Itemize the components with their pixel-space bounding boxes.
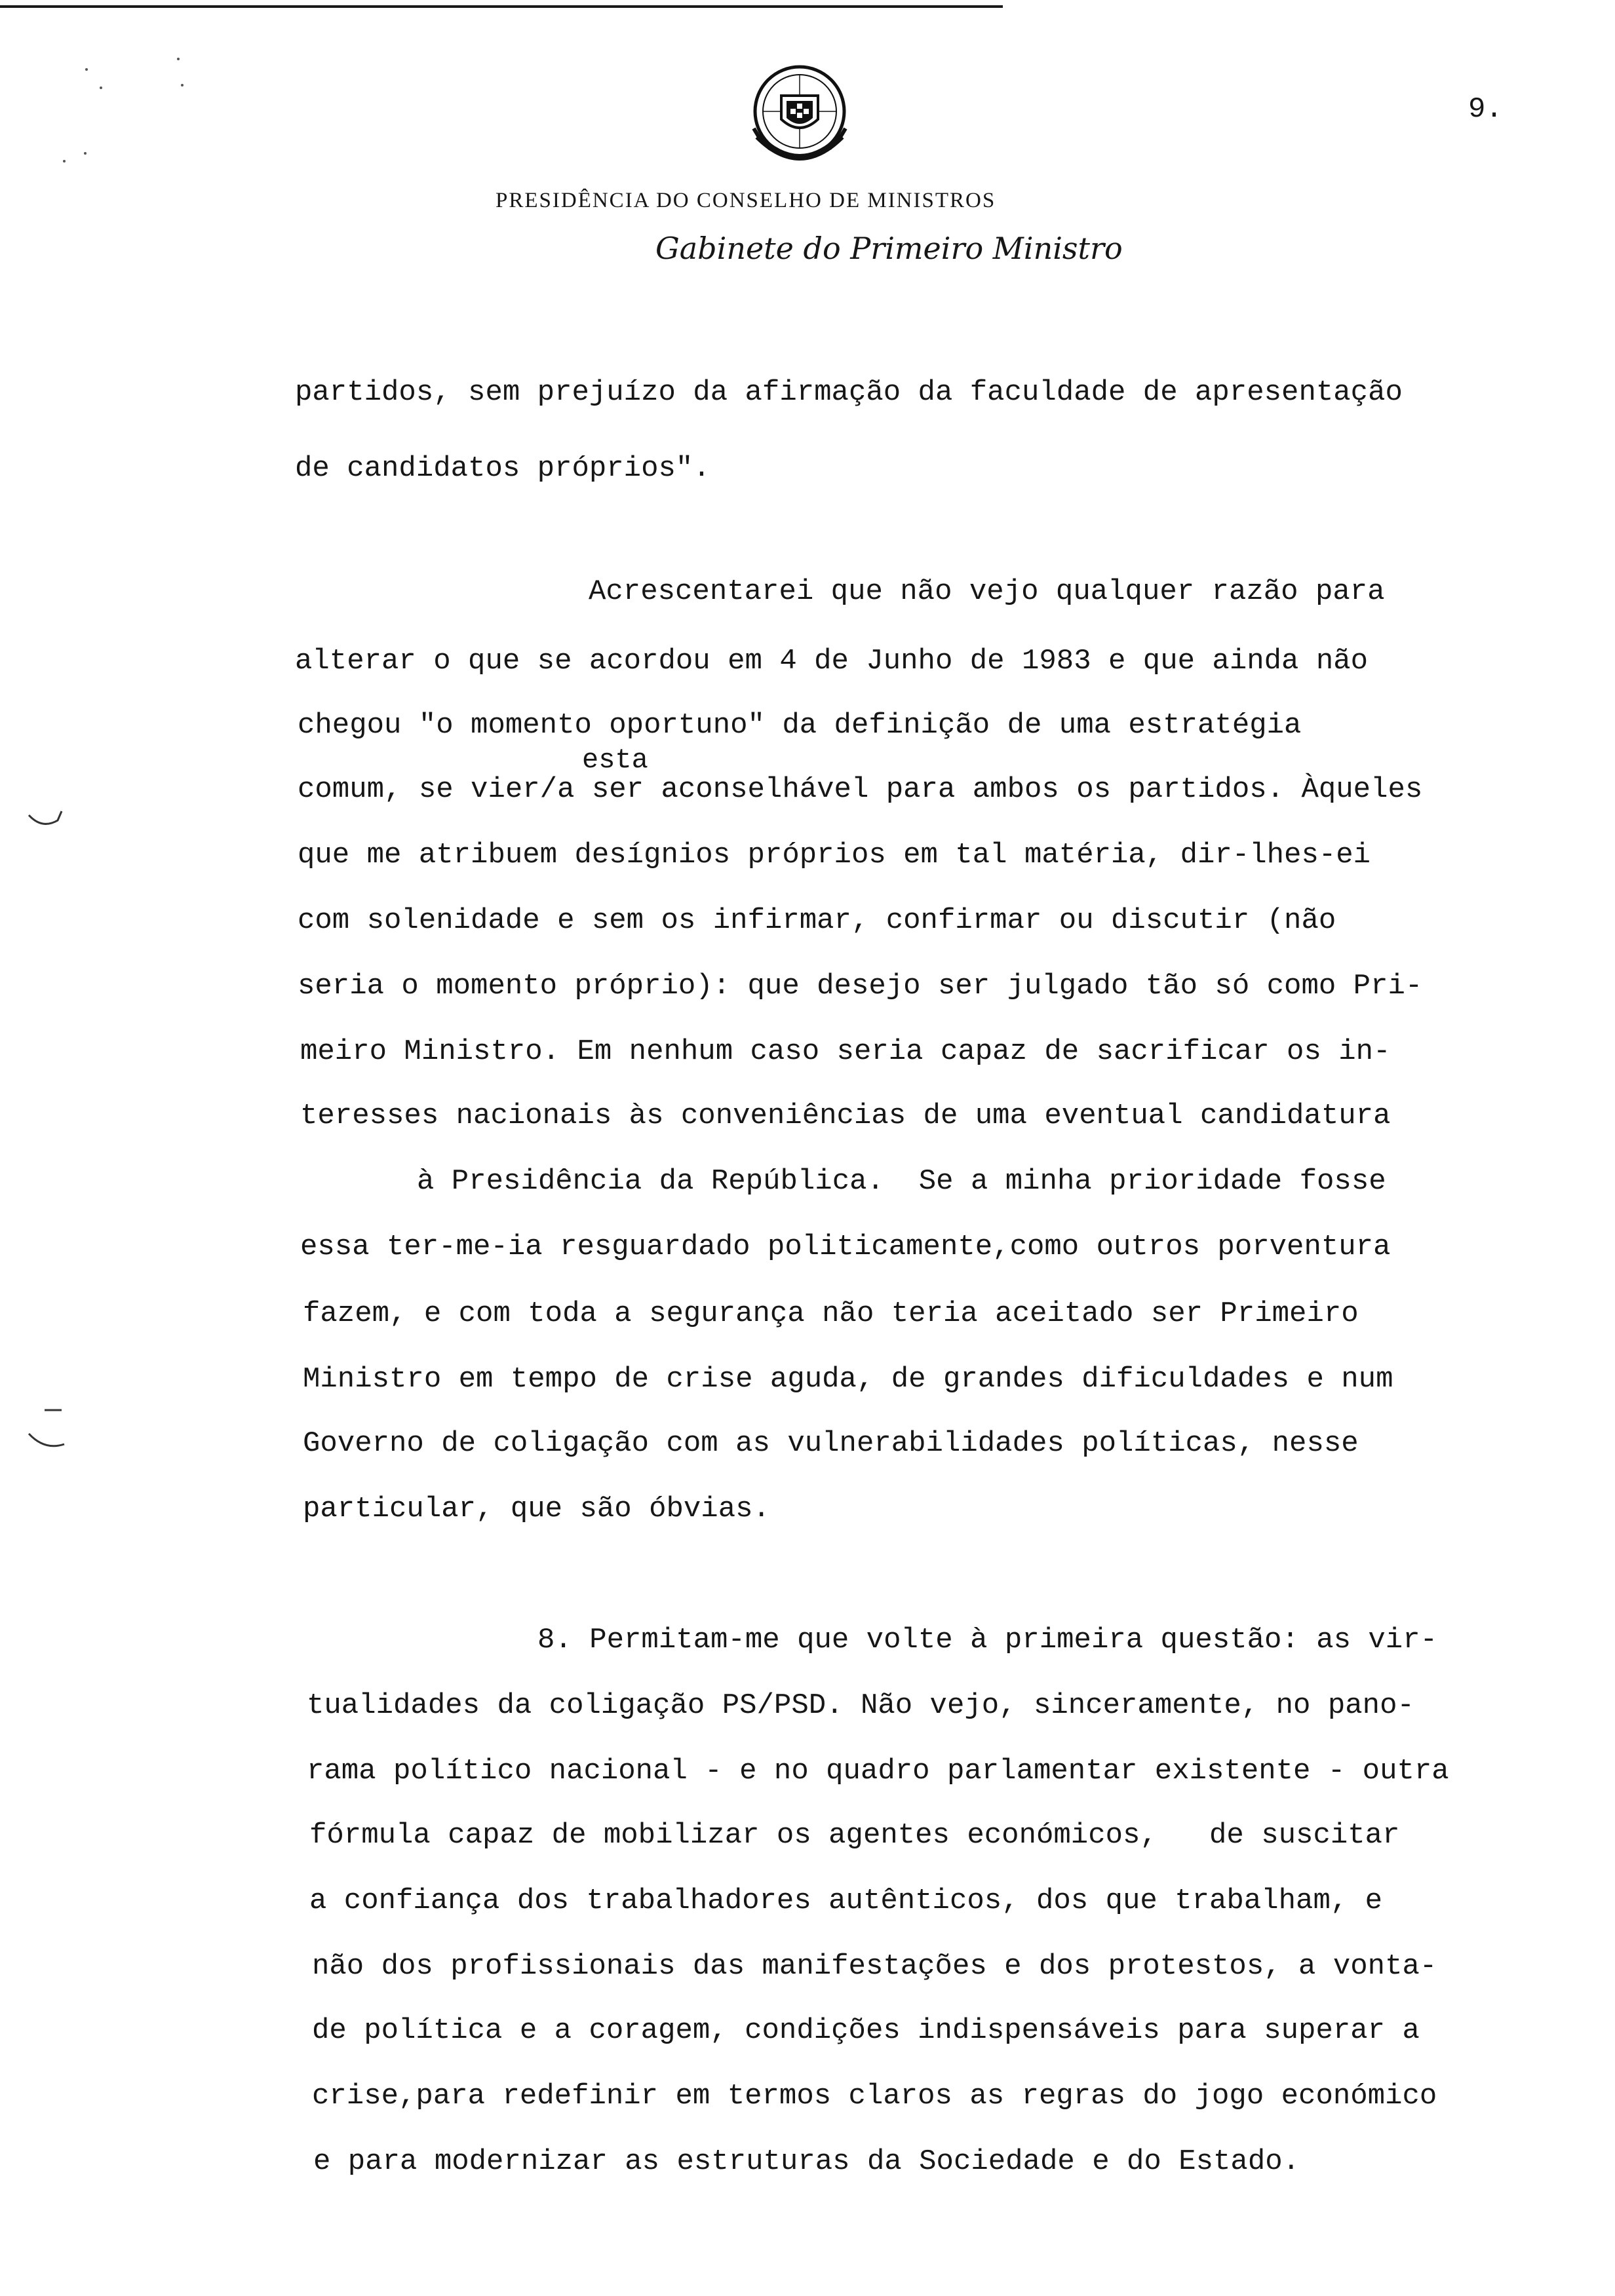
body-line: particular, que são óbvias. (303, 1493, 770, 1525)
handwritten-insertion: esta (582, 744, 648, 776)
body-line: não dos profissionais das manifestações e dos protestos, a vonta- (312, 1950, 1437, 1983)
body-line: Ministro em tempo de crise aguda, de grandes dificuldades e num (303, 1363, 1393, 1396)
top-edge-rule (0, 5, 1003, 8)
page-number: 9. (1468, 93, 1503, 126)
scan-speck (85, 68, 88, 71)
body-line: de candidatos próprios". (295, 452, 710, 485)
body-line: a confiança dos trabalhadores autênticos, dos que trabalham, e (309, 1885, 1383, 1917)
coat-of-arms-icon (742, 63, 857, 178)
body-line: seria o momento próprio): que desejo ser julgado tão só como Pri- (298, 970, 1423, 1003)
scan-speck (84, 152, 87, 155)
margin-tick-mark (25, 1405, 71, 1457)
body-line: teresses nacionais às conveniências de uma eventual candidatura (300, 1100, 1391, 1132)
body-line: Acrescentarei que não vejo qualquer razão para (589, 575, 1385, 608)
body-line: chegou "o momento oportuno" da definição de uma estratégia (298, 709, 1302, 742)
body-line: fórmula capaz de mobilizar os agentes económicos, de suscitar (309, 1819, 1400, 1852)
body-line: meiro Ministro. Em nenhum caso seria capaz de sacrificar os in- (300, 1035, 1391, 1068)
body-line: crise,para redefinir em termos claros as regras do jogo económico (312, 2080, 1437, 2113)
body-line: alterar o que se acordou em 4 de Junho de 1983 e que ainda não (295, 645, 1369, 678)
scan-speck (100, 86, 102, 89)
body-line: comum, se vier/a ser aconselhável para ambos os partidos. Àqueles (298, 773, 1423, 806)
body-line: com solenidade e sem os infirmar, confirmar ou discutir (não (298, 904, 1336, 937)
scan-speck (63, 160, 66, 163)
body-line: Governo de coligação com as vulnerabilidades políticas, nesse (303, 1427, 1359, 1460)
body-line: tualidades da coligação PS/PSD. Não vejo, sinceramente, no pano- (307, 1689, 1414, 1722)
body-line: partidos, sem prejuízo da afirmação da faculdade de apresentação (295, 376, 1403, 409)
body-line: e para modernizar as estruturas da Sociedade e do Estado. (313, 2145, 1300, 2178)
body-line: fazem, e com toda a segurança não teria aceitado ser Primeiro (303, 1297, 1359, 1330)
body-line: de política e a coragem, condições indispensáveis para superar a (312, 2014, 1420, 2047)
body-line: 8. Permitam-me que volte à primeira questão: as vir- (537, 1624, 1438, 1656)
body-line: rama político nacional - e no quadro parlamentar existente - outra (307, 1755, 1449, 1788)
margin-tick-mark (26, 807, 66, 833)
body-line: que me atribuem desígnios próprios em tal matéria, dir-lhes-ei (298, 839, 1371, 871)
scan-speck (181, 84, 184, 86)
scan-speck (177, 58, 180, 60)
body-line: à Presidência da República. Se a minha prioridade fosse (417, 1165, 1386, 1198)
header-title: PRESIDÊNCIA DO CONSELHO DE MINISTROS (496, 189, 996, 212)
header-subtitle: Gabinete do Primeiro Ministro (655, 231, 1123, 266)
body-line: essa ter-me-ia resguardado politicamente,como outros porventura (300, 1231, 1391, 1263)
